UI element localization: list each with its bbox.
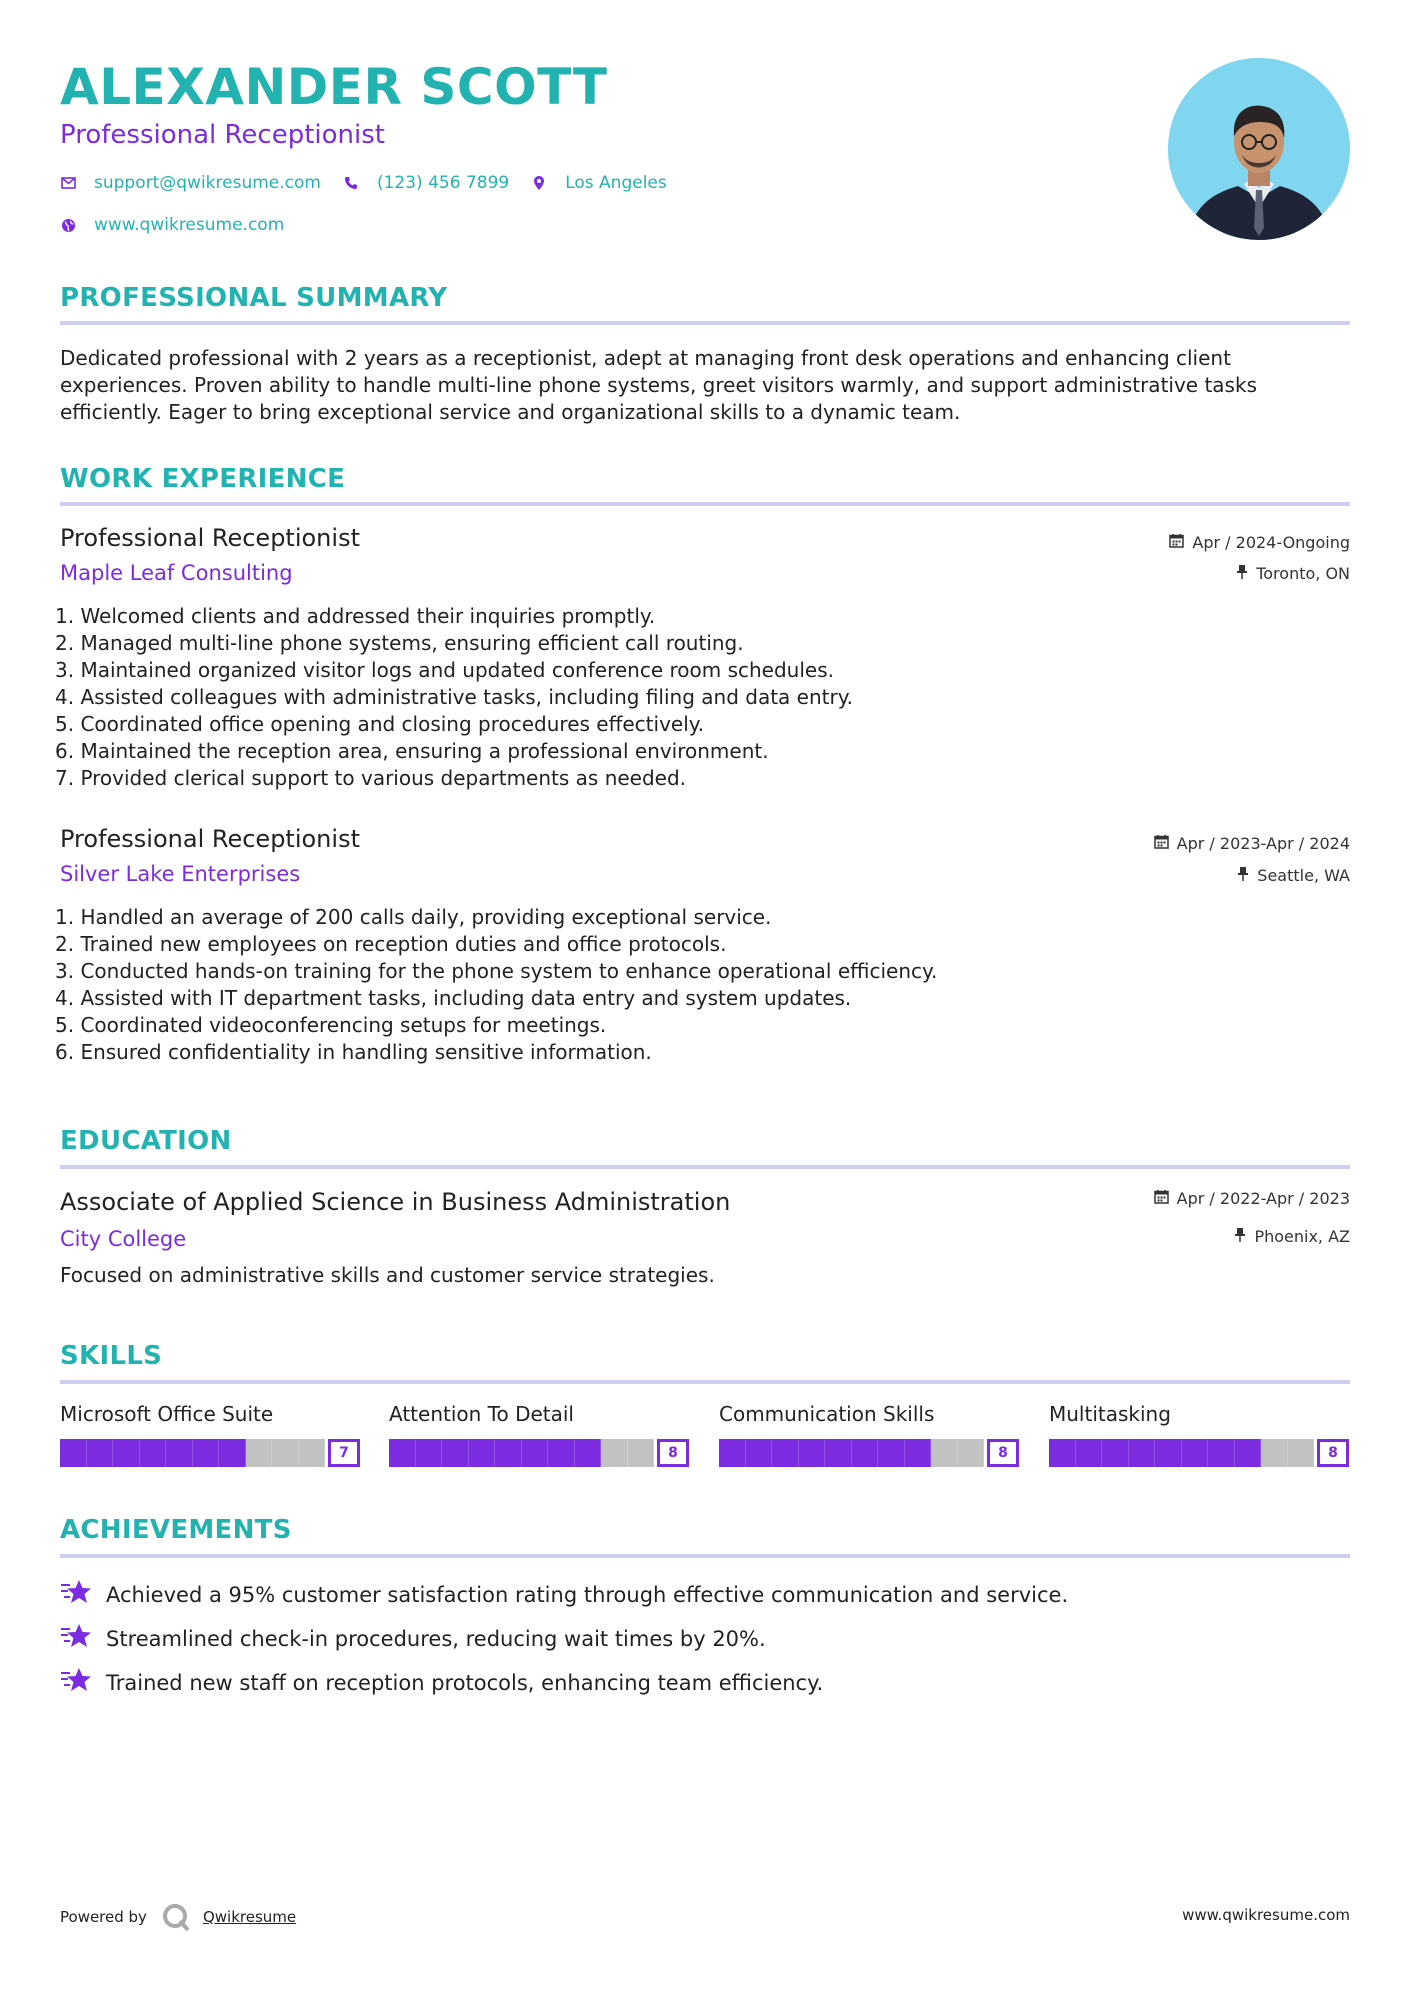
list-item: 4. Assisted colleagues with administrative tasks, including filing and data entry. [55,685,854,709]
job-location-text: Toronto, ON [1256,564,1350,583]
skill-segment-empty [246,1439,273,1467]
job-company: Maple Leaf Consulting [60,561,293,585]
list-item: 3. Conducted hands-on training for the phone system to enhance operational efficiency. [55,959,938,983]
skill-score-badge: 7 [328,1439,360,1467]
skill-segment-empty [931,1439,958,1467]
skill-segment-filled [140,1439,167,1467]
skill-segment-empty [958,1439,985,1467]
skill-name: Communication Skills [719,1402,935,1426]
qwikresume-logo-icon [161,1902,191,1932]
map-pin-icon [531,175,547,191]
globe-icon [60,217,76,233]
skill-name: Microsoft Office Suite [60,1402,274,1426]
skill-segment-empty [601,1439,628,1467]
skill-item [389,1402,689,1467]
job-bullets [55,904,1255,1066]
list-item: 1. Welcomed clients and addressed their inquiries promptly. [55,604,656,628]
star-icon [60,1578,106,1611]
education-school: City College [60,1227,187,1251]
education-degree: Associate of Applied Science in Business Administration [60,1188,731,1216]
skill-segment-filled [1155,1439,1182,1467]
list-item: 5. Coordinated office opening and closing procedures effectively. [55,712,705,736]
education-description: Focused on administrative skills and customer service strategies. [60,1263,715,1287]
job-company: Silver Lake Enterprises [60,862,301,886]
contact-row-secondary [60,215,306,235]
contact-email[interactable]: support@qwikresume.com [94,173,321,193]
skill-segment-filled [495,1439,522,1467]
skill-segment-filled [772,1439,799,1467]
job-location-text: Seattle, WA [1257,866,1350,885]
achievement-text: Achieved a 95% customer satisfaction rating through effective communication and service. [106,1582,1069,1607]
skill-segment-empty [1288,1439,1315,1467]
job-dates-text: Apr / 2023-Apr / 2024 [1176,834,1350,853]
skill-segment-empty [299,1439,326,1467]
footer-powered-by [60,1902,296,1932]
skill-segment-filled [548,1439,575,1467]
job-dates [1154,834,1350,853]
section-title-experience: WORK EXPERIENCE [60,464,346,494]
job-dates [1169,533,1350,552]
skill-segment-empty [628,1439,655,1467]
footer-website[interactable]: www.qwikresume.com [1182,1906,1350,1924]
skill-segment-filled [878,1439,905,1467]
education-location [1234,1227,1350,1246]
achievement-item [60,1666,823,1699]
section-title-achievements: ACHIEVEMENTS [60,1515,292,1545]
skill-segment-empty [1261,1439,1288,1467]
skill-level-bar [1049,1439,1349,1467]
education-location-text: Phoenix, AZ [1254,1227,1350,1246]
skill-segment-filled [575,1439,602,1467]
list-item: 2. Managed multi-line phone systems, ensuring efficient call routing. [55,631,744,655]
skill-segment-filled [522,1439,549,1467]
skill-item [60,1402,360,1467]
powered-by-label: Powered by [60,1908,147,1926]
skill-score-badge: 8 [1317,1439,1349,1467]
contact-website[interactable]: www.qwikresume.com [94,215,285,235]
list-item: 5. Coordinated videoconferencing setups for meetings. [55,1013,607,1037]
skill-item [719,1402,1019,1467]
skill-segment-filled [1235,1439,1262,1467]
list-item: 6. Maintained the reception area, ensuring a professional environment. [55,739,769,763]
skill-segment-filled [389,1439,416,1467]
pushpin-icon [1236,564,1256,583]
job-location [1236,564,1350,583]
skill-item [1049,1402,1349,1467]
pushpin-icon [1237,866,1257,885]
skill-segment-filled [1182,1439,1209,1467]
section-divider [60,502,1350,506]
section-title-education: EDUCATION [60,1126,232,1156]
skill-segment-filled [719,1439,746,1467]
contact-row-primary [60,173,689,193]
section-divider [60,321,1350,325]
skill-segment-filled [746,1439,773,1467]
list-item: 3. Maintained organized visitor logs and updated conference room schedules. [55,658,834,682]
calendar-icon [1154,1189,1177,1208]
skill-segment-empty [272,1439,299,1467]
list-item: 1. Handled an average of 200 calls daily, providing exceptional service. [55,905,772,929]
job-bullets [55,603,1255,792]
skill-segment-filled [825,1439,852,1467]
pushpin-icon [1234,1227,1254,1246]
skill-segment-filled [442,1439,469,1467]
job-role: Professional Receptionist [60,524,360,552]
envelope-icon [60,175,76,191]
qwikresume-link[interactable]: Qwikresume [202,1908,297,1926]
skill-segment-filled [416,1439,443,1467]
skill-segment-filled [87,1439,114,1467]
list-item: 2. Trained new employees on reception duties and office protocols. [55,932,727,956]
education-dates-text: Apr / 2022-Apr / 2023 [1176,1189,1350,1208]
skill-level-bar [389,1439,689,1467]
skill-segment-filled [1102,1439,1129,1467]
contact-phone[interactable]: (123) 456 7899 [376,173,510,193]
contact-location: Los Angeles [565,173,667,193]
achievement-item [60,1578,1068,1611]
achievement-text: Streamlined check-in procedures, reducing wait times by 20%. [106,1626,766,1651]
skill-score-badge: 8 [657,1439,689,1467]
star-icon [60,1666,106,1699]
section-divider [60,1554,1350,1558]
list-item: 7. Provided clerical support to various departments as needed. [55,766,687,790]
section-divider [60,1380,1350,1384]
skill-segment-filled [799,1439,826,1467]
section-title-summary: PROFESSIONAL SUMMARY [60,283,448,313]
skill-segment-filled [852,1439,879,1467]
summary-text: Dedicated professional with 2 years as a receptionist, adept at managing front desk operations and enhancing client experiences. Proven ability to handle multi-line phone systems, greet visitors warmly, and support administrative tasks efficiently. Eager to bring exceptional service and organizational skills to a dynamic team. [60,346,1257,424]
skill-name: Multitasking [1049,1402,1171,1426]
skill-segment-filled [166,1439,193,1467]
profile-photo [1168,58,1350,240]
candidate-name: ALEXANDER SCOTT [60,58,608,116]
achievement-text: Trained new staff on reception protocols, enhancing team efficiency. [106,1670,824,1695]
section-divider [60,1165,1350,1169]
skill-segment-filled [1208,1439,1235,1467]
calendar-icon [1154,834,1177,853]
skill-segment-filled [60,1439,87,1467]
skill-segment-filled [1076,1439,1103,1467]
phone-icon [343,175,359,191]
skill-level-bar [719,1439,1019,1467]
skill-level-bar [60,1439,360,1467]
skill-segment-filled [1129,1439,1156,1467]
education-dates [1154,1189,1350,1208]
section-title-skills: SKILLS [60,1341,163,1371]
skill-segment-filled [1049,1439,1076,1467]
skill-segment-filled [219,1439,246,1467]
list-item: 4. Assisted with IT department tasks, including data entry and system updates. [55,986,852,1010]
candidate-title: Professional Receptionist [60,120,385,150]
skill-segment-filled [469,1439,496,1467]
skill-name: Attention To Detail [389,1402,574,1426]
skill-segment-filled [905,1439,932,1467]
list-item: 6. Ensured confidentiality in handling sensitive information. [55,1040,652,1064]
skill-segment-filled [113,1439,140,1467]
skill-segment-filled [193,1439,220,1467]
skill-score-badge: 8 [987,1439,1019,1467]
calendar-icon [1169,533,1192,552]
job-role: Professional Receptionist [60,825,360,853]
achievement-item [60,1622,766,1655]
star-icon [60,1622,106,1655]
job-location [1237,866,1350,885]
job-dates-text: Apr / 2024-Ongoing [1192,533,1350,552]
